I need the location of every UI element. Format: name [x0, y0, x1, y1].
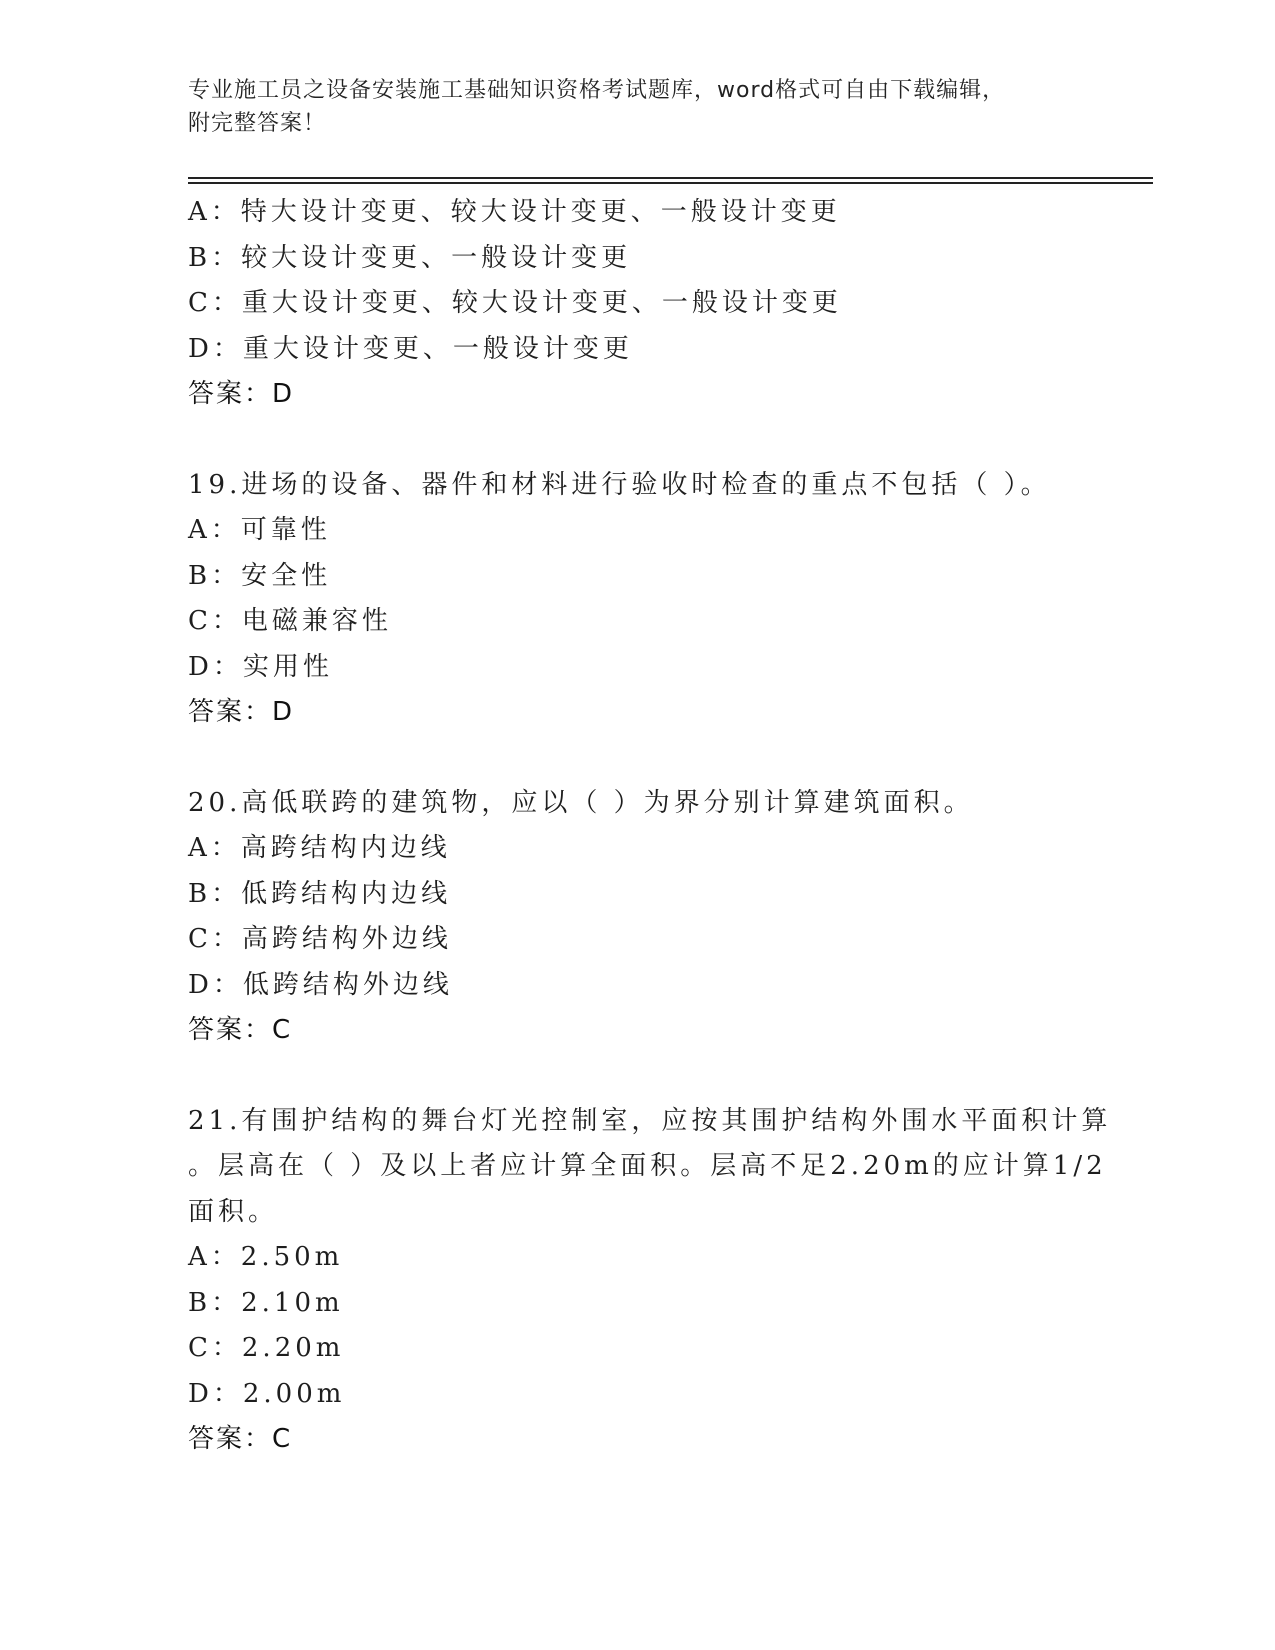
- option-c: C：2.20m: [188, 1333, 345, 1363]
- option-c: C：重大设计变更、较大设计变更、一般设计变更: [188, 288, 842, 318]
- question-21-block: [188, 1099, 1112, 1463]
- spacer: [188, 1054, 1088, 1099]
- document-header: [188, 74, 1088, 140]
- question-20-block: [188, 781, 1088, 1054]
- question-content: [188, 190, 1112, 1463]
- option-d: D：重大设计变更、一般设计变更: [188, 333, 633, 364]
- answer-line: 答案：D: [188, 379, 295, 409]
- answer-line: 答案：C: [188, 1015, 293, 1045]
- question-19-block: [188, 463, 1088, 736]
- answer-line: 答案：D: [188, 697, 295, 727]
- option-a: A：特大设计变更、较大设计变更、一般设计变更: [188, 197, 841, 227]
- header-divider-top: [188, 177, 1153, 179]
- option-b: B：安全性: [188, 560, 332, 591]
- header-line-1: 专业施工员之设备安装施工基础知识资格考试题库，word格式可自由下载编辑，: [188, 78, 1006, 103]
- option-a: A：可靠性: [188, 515, 331, 545]
- question-text-line-1: 21.有围护结构的舞台灯光控制室，应按其围护结构外围水平面积计算: [188, 1105, 1112, 1136]
- option-d: D：低跨结构外边线: [188, 969, 453, 1000]
- option-d: D：实用性: [188, 651, 333, 682]
- question-text-line-2: 。层高在（ ）及以上者应计算全面积。层高不足2.20m的应计算1/2: [188, 1151, 1107, 1181]
- option-a: A：2.50m: [188, 1242, 344, 1272]
- header-divider-bottom: [188, 182, 1153, 184]
- answer-line: 答案：C: [188, 1424, 293, 1454]
- option-a: A：高跨结构内边线: [188, 833, 451, 863]
- option-c: C：电磁兼容性: [188, 606, 392, 636]
- spacer: [188, 736, 1088, 781]
- question-text-line-3: 面积。: [188, 1196, 279, 1227]
- question-18-block: [188, 190, 1088, 418]
- option-d: D：2.00m: [188, 1378, 346, 1409]
- option-b: B：较大设计变更、一般设计变更: [188, 242, 632, 273]
- option-b: B：2.10m: [188, 1287, 344, 1318]
- spacer: [188, 418, 1088, 463]
- option-b: B：低跨结构内边线: [188, 878, 452, 909]
- option-c: C：高跨结构外边线: [188, 924, 452, 954]
- question-text: 20.高低联跨的建筑物，应以（ ）为界分别计算建筑面积。: [188, 787, 974, 818]
- header-line-2: 附完整答案！: [188, 111, 327, 136]
- question-text: 19.进场的设备、器件和材料进行验收时检查的重点不包括（ ）。: [188, 469, 1051, 500]
